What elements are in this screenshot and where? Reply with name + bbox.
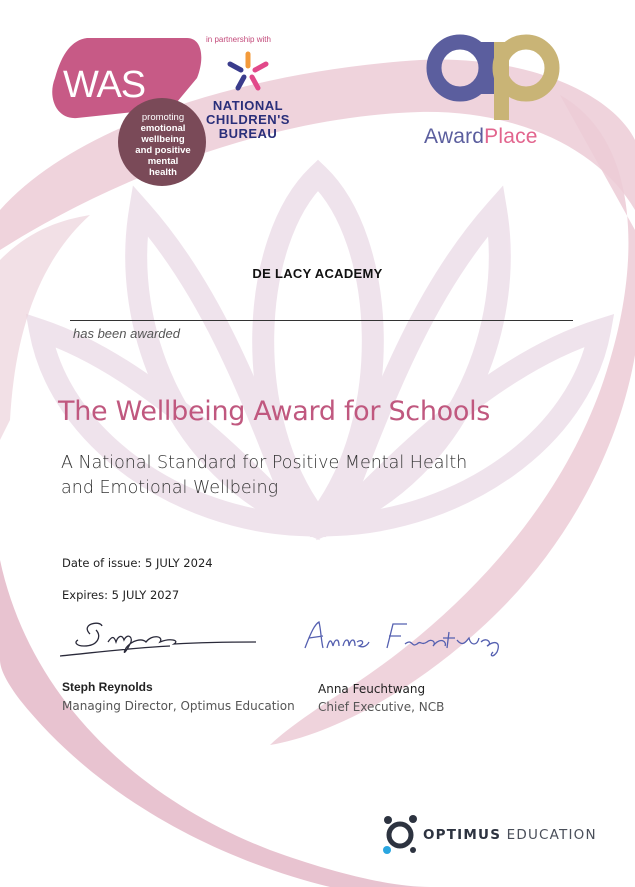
issue-date: 5 JULY 2024	[144, 556, 213, 570]
was-tagline-line: emotional	[140, 123, 186, 134]
award-subtitle	[61, 451, 531, 501]
optimus-logo-text	[423, 827, 597, 843]
awardplace-part2: Place	[484, 125, 538, 148]
award-title: The Wellbeing Award for Schools	[58, 396, 491, 427]
awardplace-part1: Award	[424, 125, 485, 148]
expiry-date-line	[62, 588, 179, 602]
awarded-text: has been awarded	[73, 326, 180, 341]
ncb-star-icon	[222, 50, 274, 96]
optimus-part2: EDUCATION	[506, 827, 597, 843]
was-tagline-line: mental	[147, 156, 179, 167]
ncb-name-line: CHILDREN'S	[206, 112, 290, 127]
swoosh-bottom	[0, 560, 430, 887]
ncb-name-line: NATIONAL	[212, 98, 284, 113]
awardplace-ap-mark	[424, 30, 564, 120]
was-tagline-line: and positive	[135, 145, 191, 156]
expires-date: 5 JULY 2027	[111, 588, 180, 602]
was-tagline-line: health	[149, 167, 177, 178]
was-logo-text: WAS	[63, 64, 146, 106]
issue-date-line	[62, 556, 213, 570]
ncb-name-line: BUREAU	[218, 126, 278, 141]
signatory-role: Chief Executive, NCB	[318, 700, 445, 714]
signature-steph-reynolds	[60, 612, 270, 664]
ncb-name	[200, 99, 296, 141]
awardplace-logo-text	[424, 125, 538, 149]
optimus-logo-icon	[380, 812, 422, 858]
subtitle-line: A National Standard for Positive Mental Health	[61, 453, 468, 473]
issue-label: Date of issue:	[62, 556, 142, 570]
was-tagline-line: wellbeing	[141, 134, 185, 145]
was-tagline	[124, 112, 202, 178]
signatory-name: Steph Reynolds	[62, 680, 153, 694]
subtitle-line: and Emotional Wellbeing	[61, 478, 279, 498]
signature-anna-feuchtwang	[297, 612, 527, 664]
expires-label: Expires:	[62, 588, 108, 602]
was-tagline-line: promoting	[141, 112, 185, 123]
signatory-role: Managing Director, Optimus Education	[62, 699, 295, 713]
partnership-text: in partnership with	[206, 35, 271, 44]
recipient-name: DE LACY ACADEMY	[252, 266, 383, 281]
recipient-underline	[70, 320, 573, 321]
optimus-part1: OPTIMUS	[423, 827, 502, 843]
signatory-name: Anna Feuchtwang	[318, 682, 426, 696]
